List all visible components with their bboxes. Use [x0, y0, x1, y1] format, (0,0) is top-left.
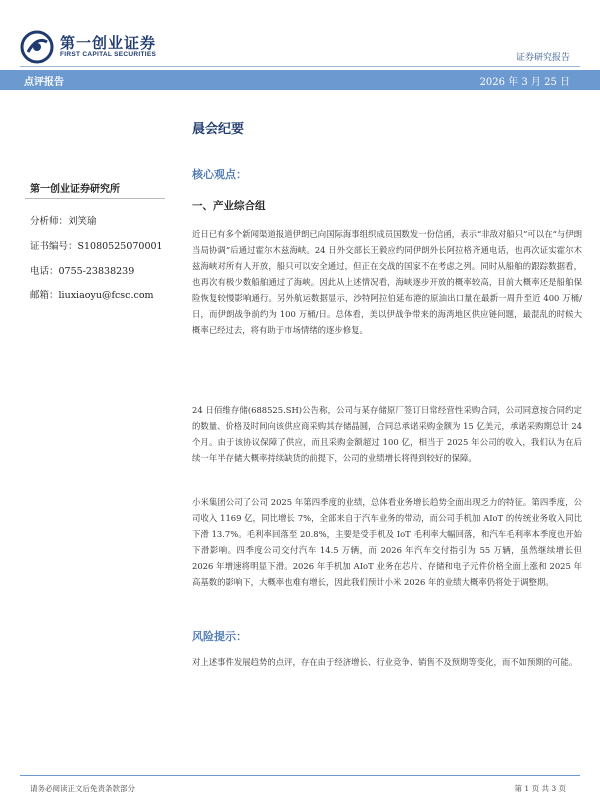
risk-heading: 风险提示： — [192, 630, 247, 643]
header-bar — [0, 70, 600, 90]
section-industry-heading: 一、产业综合组 — [192, 200, 266, 212]
footer-divider — [20, 775, 580, 776]
certificate-number: 证书编号：S1080525070001 — [30, 241, 163, 252]
report-date: 2026 年 3 月 25 日 — [479, 77, 570, 88]
sidebar-divider — [25, 198, 165, 199]
report-type-label: 证券研究报告 — [515, 53, 570, 63]
logo-emblem-icon — [20, 30, 54, 64]
paragraph-xiaomi: 小米集团公司了公司 2025 年第四季度的业绩，总体看业务增长趋势全面出现乏力的特征。第四季度，公司收入 1169 亿，同比增长 7%，全部来自于汽车业务的带动，而公司手机加 AIoT 的传统业务收入同比下滑 13.7%。毛利率回落至 20.8%，主要是受手机及 IoT 毛利率大幅回落，和汽车毛利率本季度也开始下滑影响。四季度公司交付汽车 14.5 万辆，而 2026 年汽车交付指引为 55 万辆，虽然继续增长但 2026 年增速将明显下滑。2026 年手机加 AIoT 业务在芯片、存储和电子元件价格全面上涨和 2025 年高基数的影响下，大概率也难有增长，因此我们预计小米 2026 年的业绩大概率仍将处于调整期。 — [192, 497, 582, 587]
paragraph-risk: 对上述事件发展趋势的点评，存在由于经济增长、行业竞争、销售不及预期等变化，而不如预期的可能。 — [192, 657, 578, 667]
company-logo — [20, 30, 180, 64]
phone-number: 电话：0755-23838239 — [30, 266, 135, 277]
paragraph-biwin: 24 日佰维存储(688525.SH)公告称，公司与某存储原厂签订日常经营性采购合同，公司同意按合同约定的数量、价格及时间向该供应商采购其存储晶圆，合同总承诺采购金额为 15 亿美元，承诺采购期总计 24 个月。由于该协议保障了供应，而且采购金额超过 100 亿，相当于 2025 年公司的收入，我们认为在后续一年半存储大概率持续缺货的前提下，公司的业绩增长将得到较好的保障。 — [192, 405, 582, 463]
sidebar-title: 第一创业证券研究所 — [30, 184, 120, 195]
footer-disclaimer: 请务必阅读正文后免责条款部分 — [30, 784, 135, 793]
logo-english-name: FIRST CAPITAL SECURITIES — [60, 51, 157, 58]
top-divider — [20, 66, 580, 67]
report-category-tag: 点评报告 — [24, 77, 64, 88]
document-title: 晨会纪要 — [192, 122, 245, 137]
paragraph-hormuz: 近日已有多个新闻渠道报道伊朗已向国际海事组织成员国数发一份信函，表示“非敌对船只”可以在“与伊朗当局协调”后通过霍尔木兹海峡。24 日外交部长王毅应约同伊朗外长阿拉格齐通电话，也再次证实霍尔木兹海峡对所有人开放，船只可以安全通过，但正在交战的国家不在考虑之列。同时从船舶的跟踪数据看，也再次有极少数船舶通过了海峡。因此从上述情况看，海峡逐步开放的概率较高，目前大概率还是船舶保险恢复较慢影响通行。另外航运数据显示，沙特阿拉伯延布港的原油出口量在最新一周升至近 400 万桶/日，而伊朗战争前约为 100 万桶/日。总体看，美以伊战争带来的海湾地区供应链问题，最混乱的时候大概率已经过去，将有助于市场情绪的逐步修复。 — [192, 229, 582, 335]
email-address[interactable]: 邮箱：liuxiaoyu@fcsc.com — [30, 290, 154, 301]
analyst-name: 分析师：刘笑瑜 — [30, 216, 97, 227]
core-view-heading: 核心观点： — [192, 168, 247, 181]
logo-chinese-name: 第一创业证券 — [60, 34, 157, 52]
page-number: 第 1 页 共 3 页 — [514, 784, 566, 793]
